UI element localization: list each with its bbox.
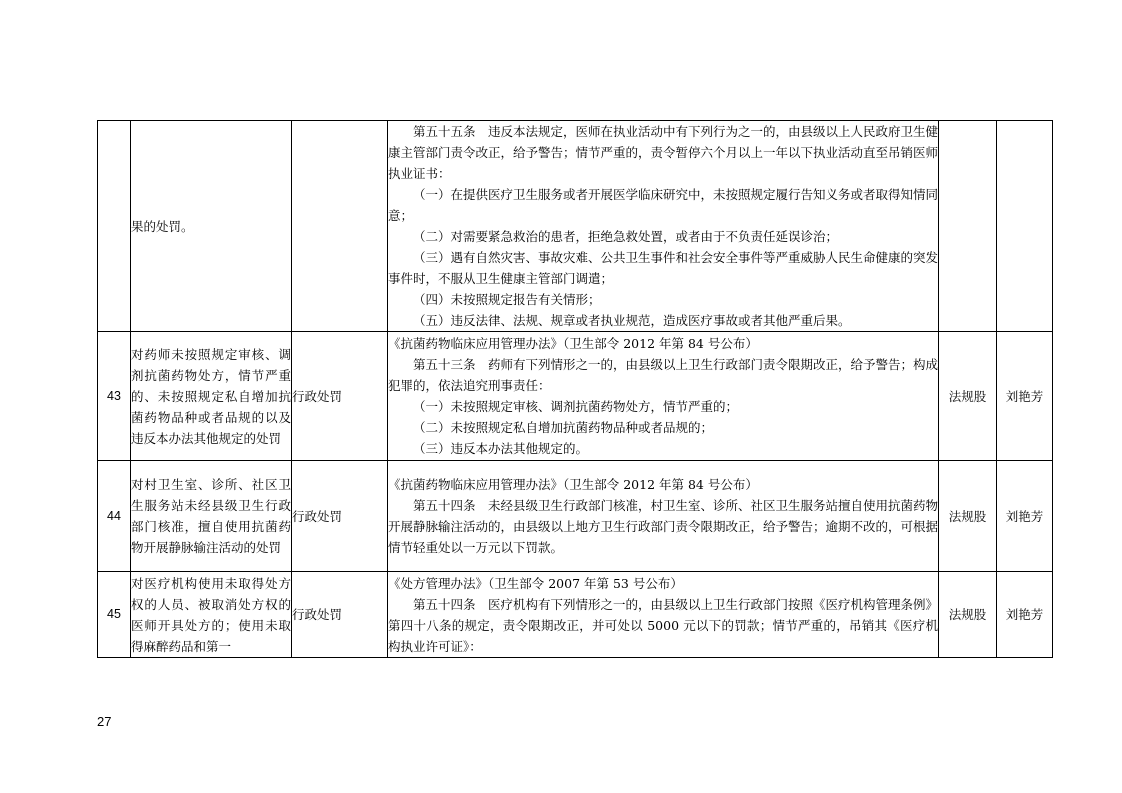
page-number: 27 bbox=[97, 714, 112, 729]
row-number: 45 bbox=[98, 572, 131, 658]
item-kind: 行政处罚 bbox=[292, 332, 388, 461]
legal-basis bbox=[388, 332, 939, 461]
table-row bbox=[98, 332, 1053, 461]
responsible-department bbox=[939, 121, 997, 332]
basis-paragraph: （三）遇有自然灾害、事故灾难、公共卫生事件和社会安全事件等严重威胁人民生命健康的突发事件时，不服从卫生健康主管部门调遣； bbox=[388, 250, 939, 286]
basis-paragraph: （一）未按照规定审核、调剂抗菌药物处方，情节严重的； bbox=[413, 399, 739, 414]
table-row bbox=[98, 121, 1053, 332]
law-title: 《抗菌药物临床应用管理办法》（卫生部令 2012 年第 84 号公布） bbox=[388, 477, 758, 492]
enforcement-table bbox=[97, 120, 1053, 658]
item-kind: 行政处罚 bbox=[292, 572, 388, 658]
item-name: 对村卫生室、诊所、社区卫生服务站未经县级卫生行政部门核准，擅自使用抗菌药物开展静脉输注活动的处罚 bbox=[131, 461, 292, 572]
item-name: 对药师未按照规定审核、调剂抗菌药物处方，情节严重的、未按照规定私自增加抗菌药物品种或者品规的以及违反本办法其他规定的处罚 bbox=[131, 332, 292, 461]
basis-paragraph: （一）在提供医疗卫生服务或者开展医学临床研究中，未按照规定履行告知义务或者取得知情同意； bbox=[388, 187, 939, 223]
responsible-department: 法规股 bbox=[939, 461, 997, 572]
basis-paragraph: 第五十四条 未经县级卫生行政部门核准，村卫生室、诊所、社区卫生服务站擅自使用抗菌药物开展静脉输注活动的，由县级以上地方卫生行政部门责令限期改正，给予警告；逾期不改的，可根据情节轻重处以一万元以下罚款。 bbox=[388, 498, 939, 555]
table-row bbox=[98, 572, 1053, 658]
basis-paragraph: （四）未按照规定报告有关情形； bbox=[413, 292, 601, 307]
responsible-person: 刘艳芳 bbox=[997, 572, 1053, 658]
basis-paragraph: 第五十三条 药师有下列情形之一的，由县级以上卫生行政部门责令限期改正，给予警告；构成犯罪的，依法追究刑事责任： bbox=[388, 357, 939, 393]
row-number: 43 bbox=[98, 332, 131, 461]
basis-paragraph: （二）未按照规定私自增加抗菌药物品种或者品规的； bbox=[413, 420, 714, 435]
responsible-person: 刘艳芳 bbox=[997, 461, 1053, 572]
legal-basis bbox=[388, 572, 939, 658]
row-number bbox=[98, 121, 131, 332]
responsible-person bbox=[997, 121, 1053, 332]
law-title: 《处方管理办法》（卫生部令 2007 年第 53 号公布） bbox=[388, 575, 683, 591]
legal-basis bbox=[388, 461, 939, 572]
item-name: 对医疗机构使用未取得处方权的人员、被取消处方权的医师开具处方的；使用未取得麻醉药品和第一 bbox=[131, 572, 292, 658]
row-number: 44 bbox=[98, 461, 131, 572]
item-kind: 行政处罚 bbox=[292, 461, 388, 572]
basis-paragraph: 第五十五条 违反本法规定，医师在执业活动中有下列行为之一的，由县级以上人民政府卫生健康主管部门责令改正，给予警告；情节严重的，责令暂停六个月以上一年以下执业活动直至吊销医师执业证书： bbox=[388, 124, 939, 181]
item-name: 果的处罚。 bbox=[131, 121, 292, 332]
legal-basis bbox=[388, 121, 939, 332]
basis-paragraph: （五）违反法律、法规、规章或者执业规范，造成医疗事故或者其他严重后果。 bbox=[413, 313, 851, 328]
basis-paragraph: 第五十四条 医疗机构有下列情形之一的，由县级以上卫生行政部门按照《医疗机构管理条例》第四十八条的规定，责令限期改正，并可处以 5000 元以下的罚款；情节严重的，吊销其《医疗机构执业许可证》： bbox=[388, 596, 939, 654]
basis-paragraph: （三）违反本办法其他规定的。 bbox=[413, 441, 589, 456]
basis-paragraph: （二）对需要紧急救治的患者，拒绝急救处置，或者由于不负责任延误诊治； bbox=[413, 229, 839, 244]
responsible-department: 法规股 bbox=[939, 332, 997, 461]
law-title: 《抗菌药物临床应用管理办法》（卫生部令 2012 年第 84 号公布） bbox=[388, 336, 758, 351]
responsible-person: 刘艳芳 bbox=[997, 332, 1053, 461]
responsible-department: 法规股 bbox=[939, 572, 997, 658]
table-row bbox=[98, 461, 1053, 572]
item-kind bbox=[292, 121, 388, 332]
